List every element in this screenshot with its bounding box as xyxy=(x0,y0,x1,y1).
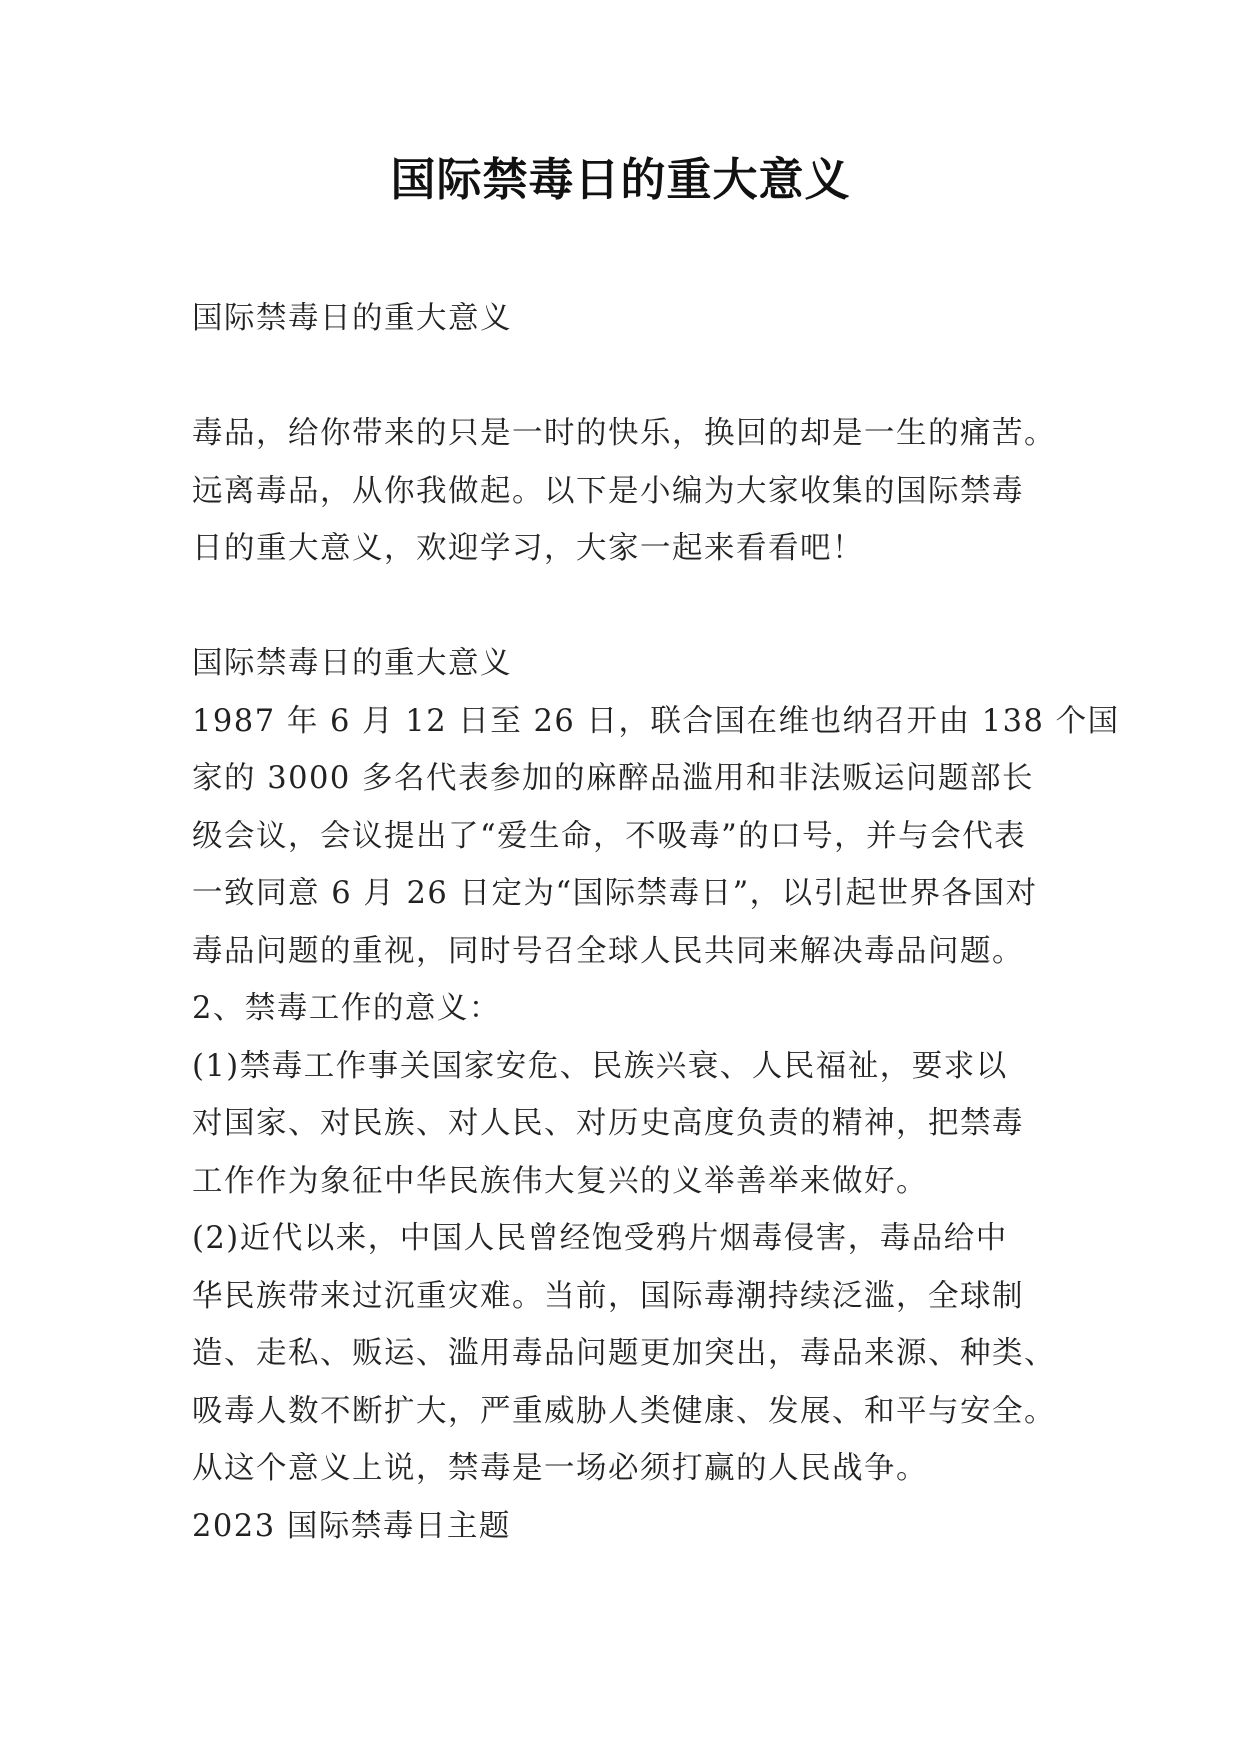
text-line: 吸毒人数不断扩大，严重威胁人类健康、发展、和平与安全。 xyxy=(192,1393,1056,1429)
intro-line: 日的重大意义，欢迎学习，大家一起来看看吧！ xyxy=(192,531,864,566)
text-line: 工作作为象征中华民族伟大复兴的义举善举来做好。 xyxy=(192,1163,928,1199)
text-line: 家的 3000 多名代表参加的麻醉品滥用和非法贩运问题部长 xyxy=(192,761,1035,796)
text-line: 级会议，会议提出了“爱生命，不吸毒”的口号，并与会代表 xyxy=(192,818,1027,854)
text-line: 华民族带来过沉重灾难。当前，国际毒潮持续泛滥，全球制 xyxy=(192,1278,1024,1314)
intro-paragraph xyxy=(192,405,1072,578)
text-line: 造、走私、贩运、滥用毒品问题更加突出，毒品来源、种类、 xyxy=(192,1336,1056,1371)
text-line: 1987 年 6 月 12 日至 26 日，联合国在维也纳召开由 138 个国 xyxy=(192,703,1120,739)
page-title: 国际禁毒日的重大意义 xyxy=(390,153,851,206)
section-heading: 国际禁毒日的重大意义 xyxy=(192,646,512,681)
text-line: (1)禁毒工作事关国家安危、民族兴衰、人民福祉，要求以 xyxy=(192,1048,1008,1084)
document-subtitle xyxy=(192,290,1072,348)
text-line: 从这个意义上说，禁毒是一场必须打赢的人民战争。 xyxy=(192,1451,928,1486)
intro-line: 毒品，给你带来的只是一时的快乐，换回的却是一生的痛苦。 xyxy=(192,416,1056,451)
text-line: 一致同意 6 月 26 日定为“国际禁毒日”，以引起世界各国对 xyxy=(192,876,1038,911)
text-line: 毒品问题的重视，同时号召全球人民共同来解决毒品问题。 xyxy=(192,933,1024,969)
intro-line: 远离毒品，从你我做起。以下是小编为大家收集的国际禁毒 xyxy=(192,473,1024,509)
section-heading: 2、禁毒工作的意义： xyxy=(192,991,501,1026)
main-content xyxy=(192,635,1120,1555)
text-line: 对国家、对民族、对人民、对历史高度负责的精神，把禁毒 xyxy=(192,1106,1024,1141)
subtitle-line: 国际禁毒日的重大意义 xyxy=(192,301,512,336)
section-heading: 2023 国际禁毒日主题 xyxy=(192,1508,511,1544)
text-line: (2)近代以来，中国人民曾经饱受鸦片烟毒侵害，毒品给中 xyxy=(192,1221,1008,1256)
